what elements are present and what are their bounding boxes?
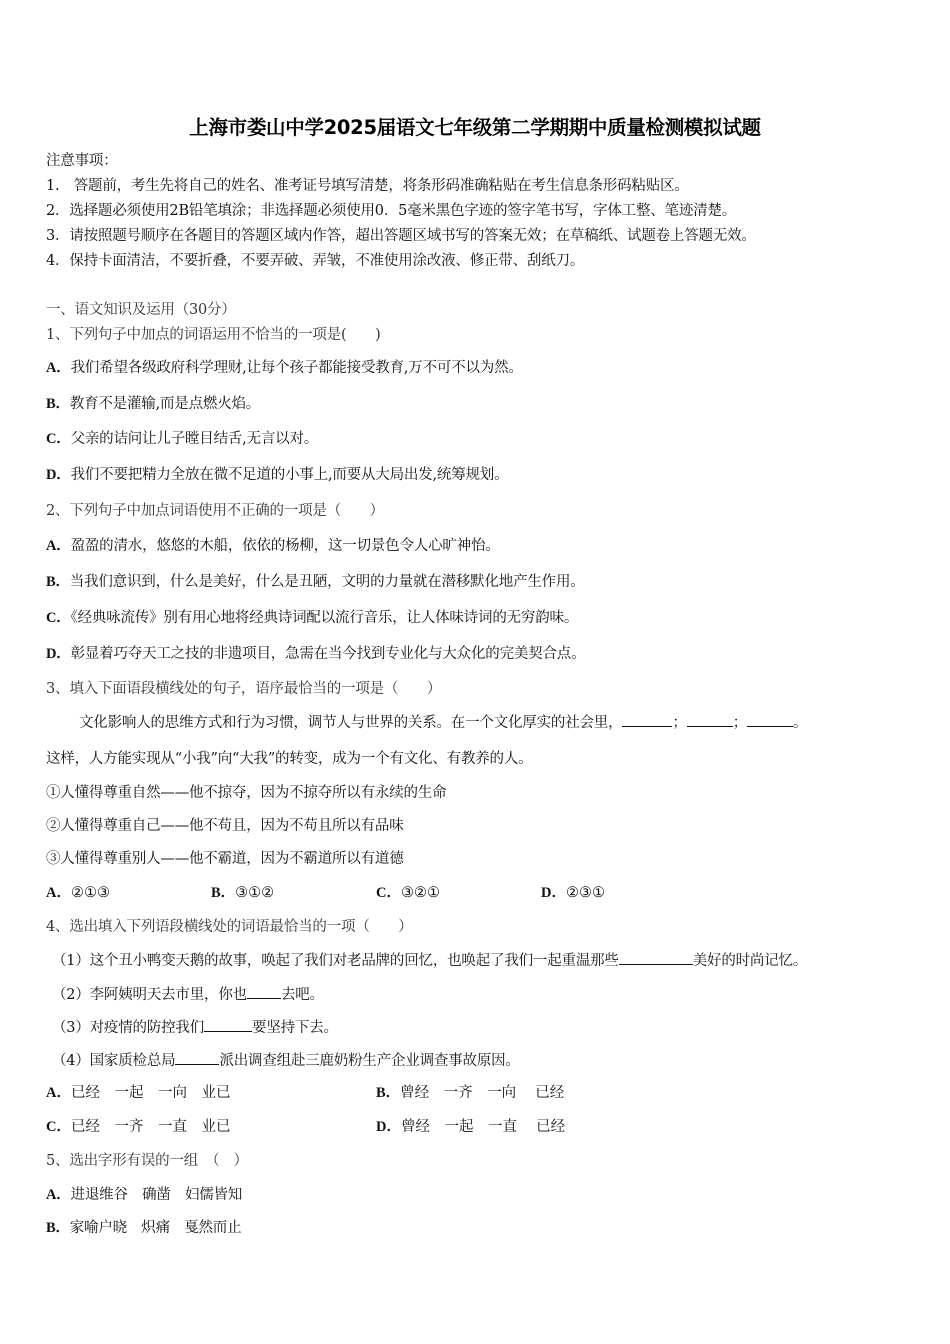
q3-option-b-text: ③①② (235, 885, 275, 901)
q2-option-c-label: C． (46, 610, 71, 626)
section-heading: 一、语文知识及运用（30分） (46, 302, 236, 318)
q4-blank-2 (247, 984, 281, 999)
q4-blank-4 (175, 1050, 219, 1065)
q3-option-b (211, 883, 274, 903)
q4-option-c-label: C． (46, 1119, 71, 1135)
q2-option-a-label: A． (46, 538, 71, 554)
q4-option-d-label: D． (376, 1119, 401, 1135)
q4-blank-1 (619, 950, 693, 965)
q3-sep-2: ； (732, 715, 748, 731)
q1-option-b-text: 教育不是灌输,而是点燃火焰。 (69, 396, 261, 412)
q4-option-b-label: B． (376, 1085, 401, 1101)
q3-blank-2 (687, 712, 733, 727)
q3-option-c (376, 883, 440, 903)
q5-option-a-text: 进退维谷 确凿 妇儒皆知 (70, 1187, 243, 1203)
q3-option-c-label: C． (376, 885, 401, 901)
q4-sentence-2 (52, 984, 324, 1005)
q2-option-d (46, 644, 585, 664)
q4-sentence-1-start: （1）这个丑小鸭变天鹅的故事，唤起了我们对老品牌的回忆，也唤起了我们一起重温那些 (52, 953, 619, 969)
q2-stem: 2、下列句子中加点词语使用不正确的一项是（ ） (46, 503, 384, 519)
q1-option-c (46, 429, 318, 449)
q1-option-d-text: 我们不要把精力全放在微不足道的小事上,而要从大局出发,统筹规划。 (70, 467, 509, 483)
q1-option-d (46, 465, 508, 485)
q4-sentence-4 (52, 1050, 520, 1071)
q1-option-c-label: C． (46, 431, 71, 447)
q3-stem: 3、填入下面语段横线处的句子，语序最恰当的一项是（ ） (46, 681, 442, 697)
q3-option-a-label: A． (46, 885, 71, 901)
q4-sentence-2-start: （2）李阿姨明天去市里，你也 (52, 987, 247, 1003)
q5-option-b-label: B． (46, 1220, 70, 1236)
q3-option-d-label: D． (541, 885, 566, 901)
notice-heading: 注意事项： (46, 153, 118, 169)
q4-option-c (46, 1117, 230, 1137)
q3-item-2: ②人懂得尊重自己——他不苟且，因为不苟且所以有品味 (46, 818, 404, 834)
q3-option-a (46, 883, 110, 903)
q1-option-a-text: 我们希望各级政府科学理财,让每个孩子都能接受教育,万不可不以为然。 (70, 360, 523, 376)
q4-option-a (46, 1083, 230, 1103)
q4-sentence-4-end: 派出调查组赴三鹿奶粉生产企业调查事故原因。 (219, 1053, 520, 1069)
q3-passage-line-2: 这样，人方能实现从“小我”向“大我”的转变，成为一个有文化、有教养的人。 (46, 751, 533, 767)
q3-passage-line-1 (79, 712, 807, 733)
q3-sep-1: ； (672, 715, 687, 731)
q3-option-a-text: ②①③ (70, 885, 110, 901)
q5-option-b-text: 家喻户晓 炽痛 戛然而止 (69, 1220, 242, 1236)
q4-option-a-label: A． (46, 1085, 71, 1101)
q1-option-b (46, 394, 260, 414)
q4-sentence-4-start: （4）国家质检总局 (52, 1053, 176, 1069)
q3-option-b-label: B． (211, 885, 236, 901)
q3-passage-start: 文化影响人的思维方式和行为习惯，调节人与世界的关系。在一个文化厚实的社会里， (79, 715, 623, 731)
q4-sentence-1-end: 美好的时尚记忆。 (692, 953, 808, 969)
q4-option-b-text: 曾经 一齐 一向 已经 (400, 1085, 565, 1101)
q3-sep-3: 。 (793, 715, 808, 731)
notice-item-1: 1. 答题前，考生先将自己的姓名、准考证号填写清楚，将条形码准确粘贴在考生信息条形码粘贴区。 (46, 178, 689, 194)
q5-option-b (46, 1218, 241, 1238)
q4-option-b (376, 1083, 564, 1103)
q1-option-b-label: B． (46, 396, 70, 412)
q2-option-c-text: 《经典咏流传》别有用心地将经典诗词配以流行音乐，让人体味诗词的无穷韵味。 (70, 610, 579, 626)
q4-sentence-1 (52, 950, 807, 971)
q2-option-b-label: B． (46, 574, 70, 590)
q1-option-c-text: 父亲的诘问让儿子瞠目结舌,无言以对。 (70, 431, 319, 447)
q1-option-a-label: A． (46, 360, 71, 376)
q4-sentence-2-end: 去吧。 (280, 987, 324, 1003)
q2-option-d-label: D． (46, 646, 71, 662)
q4-option-d (376, 1117, 565, 1137)
q1-stem: 1、下列句子中加点的词语运用不恰当的一项是( ) (46, 327, 381, 343)
q2-option-b-text: 当我们意识到，什么是美好，什么是丑陋，文明的力量就在潜移默化地产生作用。 (69, 574, 585, 590)
q4-sentence-3-end: 要坚持下去。 (252, 1020, 338, 1036)
q3-option-d (541, 883, 605, 903)
q4-option-a-text: 已经 一起 一向 业已 (70, 1085, 231, 1101)
q2-option-d-text: 彰显着巧夺天工之技的非遗项目，急需在当今找到专业化与大众化的完美契合点。 (70, 646, 586, 662)
q2-option-b (46, 572, 585, 592)
notice-item-3: 3．请按照题号顺序在各题目的答题区域内作答，超出答题区域书写的答案无效；在草稿纸、试题卷上答题无效。 (46, 228, 756, 244)
q4-sentence-3 (52, 1017, 338, 1038)
q1-option-a (46, 358, 523, 378)
q5-option-a (46, 1185, 242, 1205)
q2-option-a-text: 盈盈的清水，悠悠的木船，依依的杨柳，这一切景色令人心旷神怡。 (70, 538, 500, 554)
q2-option-c (46, 608, 578, 628)
q3-blank-3 (747, 712, 793, 727)
q3-blank-1 (622, 712, 672, 727)
q5-stem: 5、选出字形有误的一组 （ ） (46, 1153, 248, 1169)
q3-option-c-text: ③②① (400, 885, 440, 901)
q4-stem: 4、选出填入下列语段横线处的词语最恰当的一项（ ） (46, 919, 413, 935)
q3-item-3: ③人懂得尊重别人——他不霸道，因为不霸道所以有道德 (46, 851, 404, 867)
q4-blank-3 (204, 1017, 252, 1032)
q3-item-1: ①人懂得尊重自然——他不掠夺，因为不掠夺所以有永续的生命 (46, 785, 447, 801)
q1-option-d-label: D． (46, 467, 71, 483)
q4-sentence-3-start: （3）对疫情的防控我们 (52, 1020, 205, 1036)
q5-option-a-label: A． (46, 1187, 71, 1203)
notice-item-4: 4．保持卡面清洁，不要折叠，不要弄破、弄皱，不准使用涂改液、修正带、刮纸刀。 (46, 253, 585, 269)
q4-option-c-text: 已经 一齐 一直 业已 (70, 1119, 231, 1135)
notice-item-2: 2．选择题必须使用2B铅笔填涂；非选择题必须使用0．5毫米黑色字迹的签字笔书写，字体工整、笔迹清楚。 (46, 203, 737, 219)
exam-title: 上海市娄山中学2025届语文七年级第二学期期中质量检测模拟试题 (189, 116, 761, 139)
q4-option-d-text: 曾经 一起 一直 已经 (400, 1119, 566, 1135)
q3-option-d-text: ②③① (565, 885, 605, 901)
q2-option-a (46, 536, 500, 556)
